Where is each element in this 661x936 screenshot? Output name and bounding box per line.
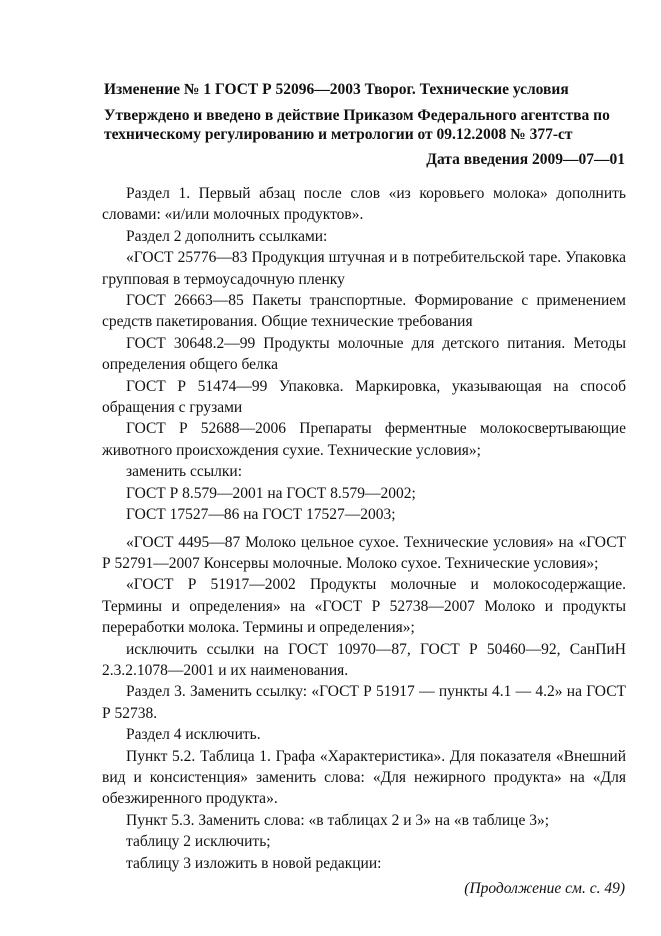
paragraph: ГОСТ 17527—86 на ГОСТ 17527—2003;	[126, 506, 396, 524]
amendment-body	[102, 183, 626, 874]
paragraph: исключить ссылки на ГОСТ 10970—87, ГОСТ Р 50460—92, СанПиН 2.3.2.1078—2001 и их наименования.	[102, 640, 626, 679]
paragraph: Пункт 5.2. Таблица 1. Графа «Характеристика». Для показателя «Внешний вид и консистенция» заменить слова: «Для нежирного продукта» на «Для обезжиренного продукта».	[102, 747, 626, 808]
paragraph: ГОСТ Р 51474—99 Упаковка. Маркировка, указывающая на способ обращения с грузами	[102, 377, 626, 417]
paragraph: таблицу 3 изложить в новой редакции:	[126, 854, 382, 872]
paragraph: Раздел 4 исключить.	[126, 726, 261, 744]
paragraph: ГОСТ 26663—85 Пакеты транспортные. Формирование с применением средств пакетирования. Общие технические требования	[102, 292, 626, 331]
paragraph: заменить ссылки:	[126, 463, 243, 481]
paragraph: «ГОСТ 4495—87 Молоко цельное сухое. Технические условия» на «ГОСТ Р 52791—2007 Консервы молочные. Молоко сухое. Технические условия»;	[102, 533, 626, 572]
document-title: Изменение № 1 ГОСТ Р 52096—2003 Творог. Технические условия	[104, 81, 569, 98]
paragraph: «ГОСТ 25776—83 Продукция штучная и в потребительской таре. Упаковка групповая в термоусадочную пленку	[102, 249, 626, 288]
paragraph: ГОСТ 30648.2—99 Продукты молочные для детского питания. Методы определения общего белка	[102, 334, 626, 374]
approval-line-2: техническому регулированию и метрологии от 09.12.2008 № 377-ст	[104, 126, 573, 143]
paragraph: «ГОСТ Р 51917—2002 Продукты молочные и молокосодержащие. Термины и определения» на «ГОСТ Р 52738—2007 Молоко и продукты переработки молока. Термины и определения»;	[102, 576, 626, 637]
paragraph: Раздел 2 дополнить ссылками:	[126, 227, 328, 245]
paragraph: Раздел 1. Первый абзац после слов «из коровьего молока» дополнить словами: «и/или молочных продуктов».	[102, 185, 626, 224]
continuation-note: (Продолжение см. с. 49)	[464, 880, 625, 897]
paragraph: ГОСТ Р 52688—2006 Препараты ферментные молокосвертывающие животного происхождения сухие. Технические условия»;	[102, 420, 626, 459]
approval-line-1: Утверждено и введено в действие Приказом Федерального агентства по	[104, 107, 610, 124]
effective-date: Дата введения 2009—07—01	[426, 151, 625, 168]
paragraph: Раздел 3. Заменить ссылку: «ГОСТ Р 51917 — пункты 4.1 — 4.2» на ГОСТ Р 52738.	[102, 683, 626, 722]
paragraph: ГОСТ Р 8.579—2001 на ГОСТ 8.579—2002;	[126, 484, 416, 502]
paragraph: таблицу 2 исключить;	[126, 833, 271, 851]
paragraph: Пункт 5.3. Заменить слова: «в таблицах 2 и 3» на «в таблице 3»;	[126, 811, 550, 829]
